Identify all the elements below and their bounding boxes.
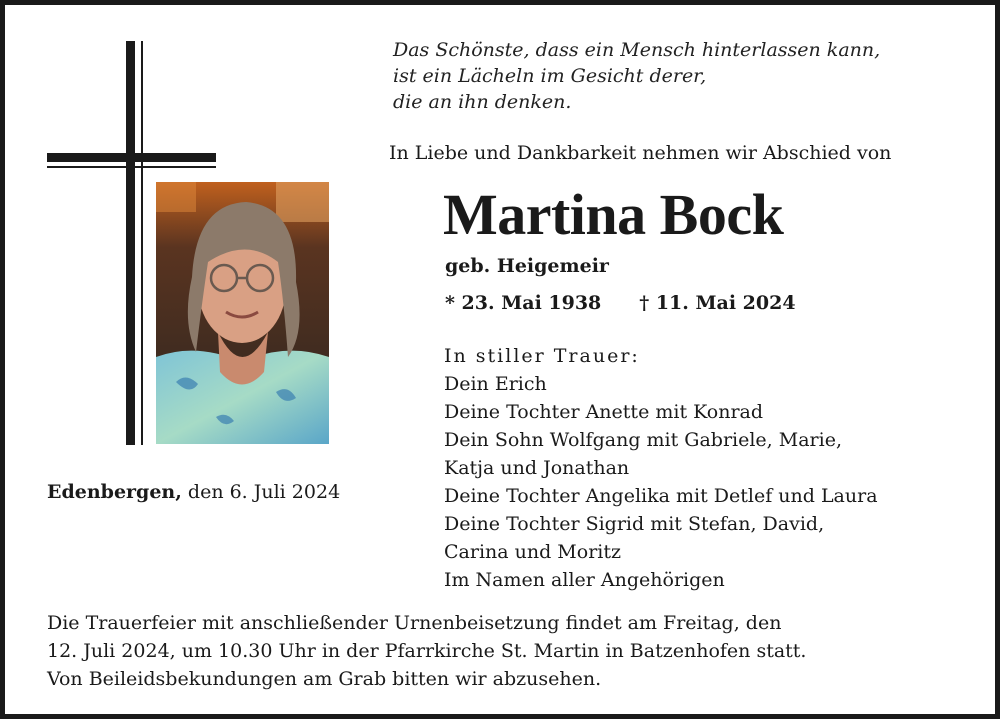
farewell-intro: In Liebe und Dankbarkeit nehmen wir Abschied von [389, 142, 892, 164]
mourner-line: Dein Erich [444, 373, 547, 395]
funeral-service-info [47, 609, 806, 693]
mourner-line: Deine Tochter Anette mit Konrad [444, 401, 764, 423]
memorial-quote [393, 37, 953, 115]
mourner-line: Katja und Jonathan [444, 457, 630, 479]
mourners-list [444, 342, 878, 594]
mourner-line: Im Namen aller Angehörigen [444, 569, 725, 591]
birth-name: geb. Heigemeir [445, 255, 609, 277]
quote-line: Das Schönste, dass ein Mensch hinterlassen kann, [393, 39, 881, 61]
mourner-line: Deine Tochter Angelika mit Detlef und Laura [444, 485, 878, 507]
deceased-name: Martina Bock [443, 182, 784, 247]
mourner-line: Dein Sohn Wolfgang mit Gabriele, Marie, [444, 429, 842, 451]
cross-vertical-bar [126, 41, 135, 445]
service-line: 12. Juli 2024, um 10.30 Uhr in der Pfarrkirche St. Martin in Batzenhofen statt. [47, 640, 807, 662]
cross-horizontal-line [47, 166, 216, 168]
service-line: Von Beileidsbekundungen am Grab bitten wir abzusehen. [47, 668, 602, 690]
place-town: Edenbergen, [47, 481, 182, 503]
mourner-line: Deine Tochter Sigrid mit Stefan, David, [444, 513, 825, 535]
service-line: Die Trauerfeier mit anschließender Urnenbeisetzung findet am Freitag, den [47, 612, 782, 634]
portrait-photo [156, 182, 329, 444]
portrait-illustration [156, 182, 329, 444]
cross-vertical-line [141, 41, 143, 445]
death-date: † 11. Mai 2024 [639, 292, 796, 314]
mourner-line: Carina und Moritz [444, 541, 622, 563]
quote-line: die an ihn denken. [393, 91, 572, 113]
cross-horizontal-bar [47, 153, 216, 162]
mourners-heading: In stiller Trauer: [444, 345, 640, 367]
quote-line: ist ein Lächeln im Gesicht derer, [393, 65, 707, 87]
life-dates [445, 292, 796, 314]
birth-date: * 23. Mai 1938 [445, 292, 602, 314]
place-date [47, 481, 340, 503]
notice-date: den 6. Juli 2024 [187, 481, 341, 503]
